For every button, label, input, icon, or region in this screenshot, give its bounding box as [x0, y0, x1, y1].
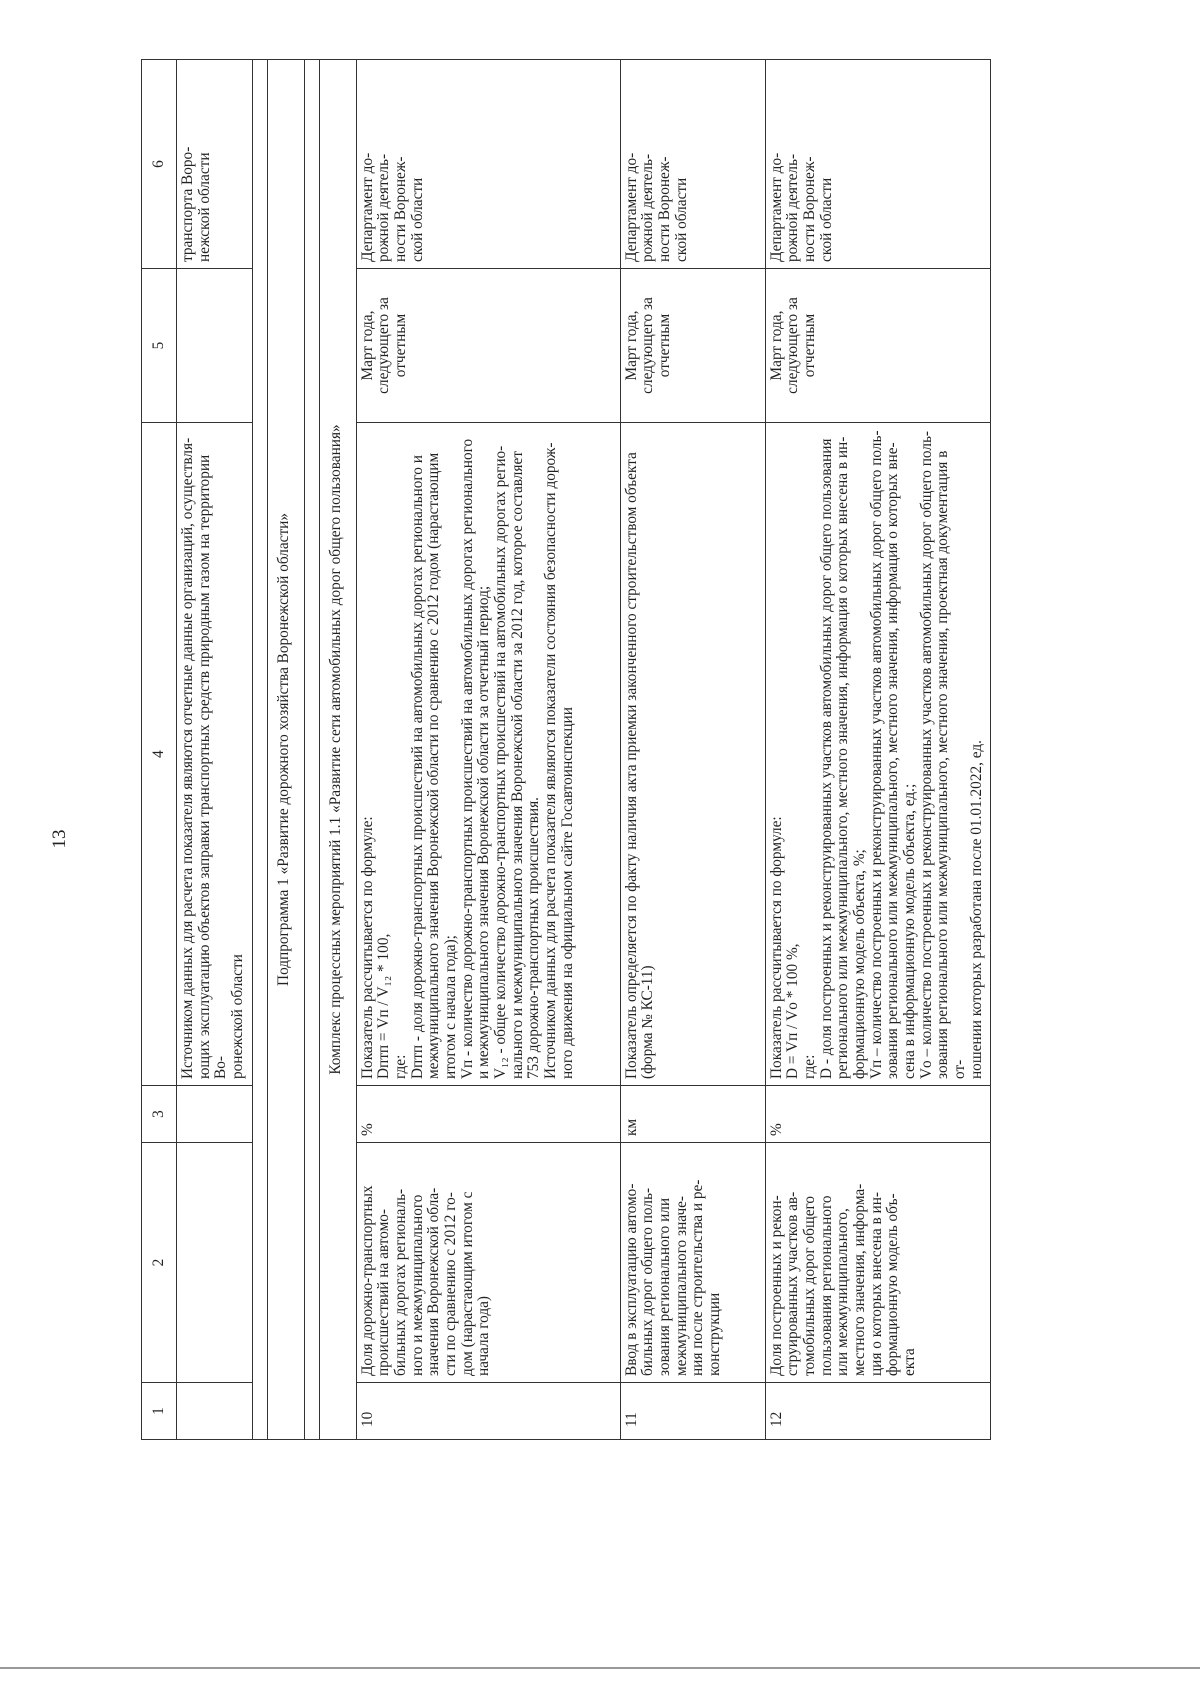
table-header-row: [142, 60, 177, 1440]
section-title: Подпрограмма 1 «Развитие дорожного хозяйства Воронежской области»: [267, 60, 304, 1440]
table-row: [356, 60, 620, 1440]
deadline-cell: Март года, следующего за отчетным: [765, 269, 991, 423]
spacer-row: [304, 60, 319, 1440]
method-cell: Показатель определяется по факту наличия акта приемки законченного строительством объекта (форма № КС-11): [620, 423, 765, 1086]
deadline-cell: Март года, следующего за отчетным: [356, 269, 620, 423]
header-cell: 2: [142, 1143, 177, 1383]
header-cell: 3: [142, 1086, 177, 1143]
indicator-table: [141, 59, 991, 1440]
header-cell: 1: [142, 1383, 177, 1440]
scan-bottom-edge: [0, 1667, 1200, 1669]
header-cell: 4: [142, 423, 177, 1086]
section-row: [267, 60, 304, 1440]
responsible-cell: Департамент до- рожной деятель- ности Воронеж- ской области: [356, 60, 620, 269]
row-number: 10: [356, 1383, 620, 1440]
subsection-row: [319, 60, 356, 1440]
indicator-name-cell: Ввод в эксплуатацию автомо- бильных дорог общего поль- зования регионального или межмуниципального значе- ния после строительства и ре- конструкции: [620, 1143, 765, 1383]
header-cell: 6: [142, 60, 177, 269]
page-number: 13: [49, 829, 70, 849]
table-row: [620, 60, 765, 1440]
row-number: 12: [765, 1383, 991, 1440]
method-cell: Показатель рассчитывается по формуле: D = Vп / Vо * 100 %, где: D - доля построенных и реконструированных участков автомобильных дорог общего пользования регионального или межмуниципального, местного значения, информация о которых внесена в ин- формационную модель объекта, %; Vп – количество построенных и реконструированных участков автомобильных дорог общего поль- зования регионального или межмуниципального, местного значения, информация о которых вне- сена в информационную модель объекта, ед.; Vо – количество построенных и реконструированных участков автомобильных дорог общего поль- зования регионального или межмуниципального, местного значения, проектная документация в от- ношении которых разработана после 01.01.2022, ед.: [765, 423, 991, 1086]
indicator-name-cell: Доля дорожно-транспортных происшествий на автомо- бильных дорогах региональ- ного и межмуниципального значения Воронежской обла- сти по сравнению с 2012 го- дом (нарастающим итогом с начала года): [356, 1143, 620, 1383]
header-cell: 5: [142, 269, 177, 423]
responsible-cell: транспорта Воро- нежской области: [177, 60, 253, 269]
responsible-cell: Департамент до- рожной деятель- ности Воронеж- ской области: [765, 60, 991, 269]
table-row: [765, 60, 991, 1440]
row-number: 11: [620, 1383, 765, 1440]
unit-cell: %: [765, 1086, 991, 1143]
responsible-cell: Департамент до- рожной деятель- ности Воронеж- ской области: [620, 60, 765, 269]
unit-cell: км: [620, 1086, 765, 1143]
subsection-title: Комплекс процессных мероприятий 1.1 «Развитие сети автомобильных дорог общего пользования»: [319, 60, 356, 1440]
rotated-page: [141, 60, 1200, 1440]
unit-cell: %: [356, 1086, 620, 1143]
spacer-row: [252, 60, 267, 1440]
deadline-cell: Март года, следующего за отчетным: [620, 269, 765, 423]
indicator-name-cell: Доля построенных и рекон- струированных участков ав- томобильных дорог общего пользования регионального или межмуниципального, местного значения, информа- ция о которых внесена в ин- формационную модель объ- екта: [765, 1143, 991, 1383]
table-row-continued: [177, 60, 253, 1440]
method-cell: Показатель рассчитывается по формуле: Dптп = Vп / V₁₂ * 100, где: Dптп - доля дорожно-транспортных происшествий на автомобильных дорогах регионального и межмуниципального значения Воронежской области по сравнению с 2012 годом (нарастающим итогом с начала года); Vп - количество дорожно-транспортных происшествий на автомобильных дорогах регионального и межмуниципального значения Воронежской области за отчетный период; V₁₂ - общее количество дорожно-транспортных происшествий на автомобильных дорогах регио- нального и межмуниципального значения Воронежской области за 2012 год, которое составляет 753 дорожно-транспортных происшествия. Источником данных для расчета показателя являются показатели состояния безопасности дорож- ного движения на официальном сайте Госавтоинспекции: [356, 423, 620, 1086]
method-cell: Источником данных для расчета показателя являются отчетные данные организаций, осуществля- ющих эксплуатацию объектов заправки транспортных средств природным газом на территории Во- ронежской области: [177, 423, 253, 1086]
